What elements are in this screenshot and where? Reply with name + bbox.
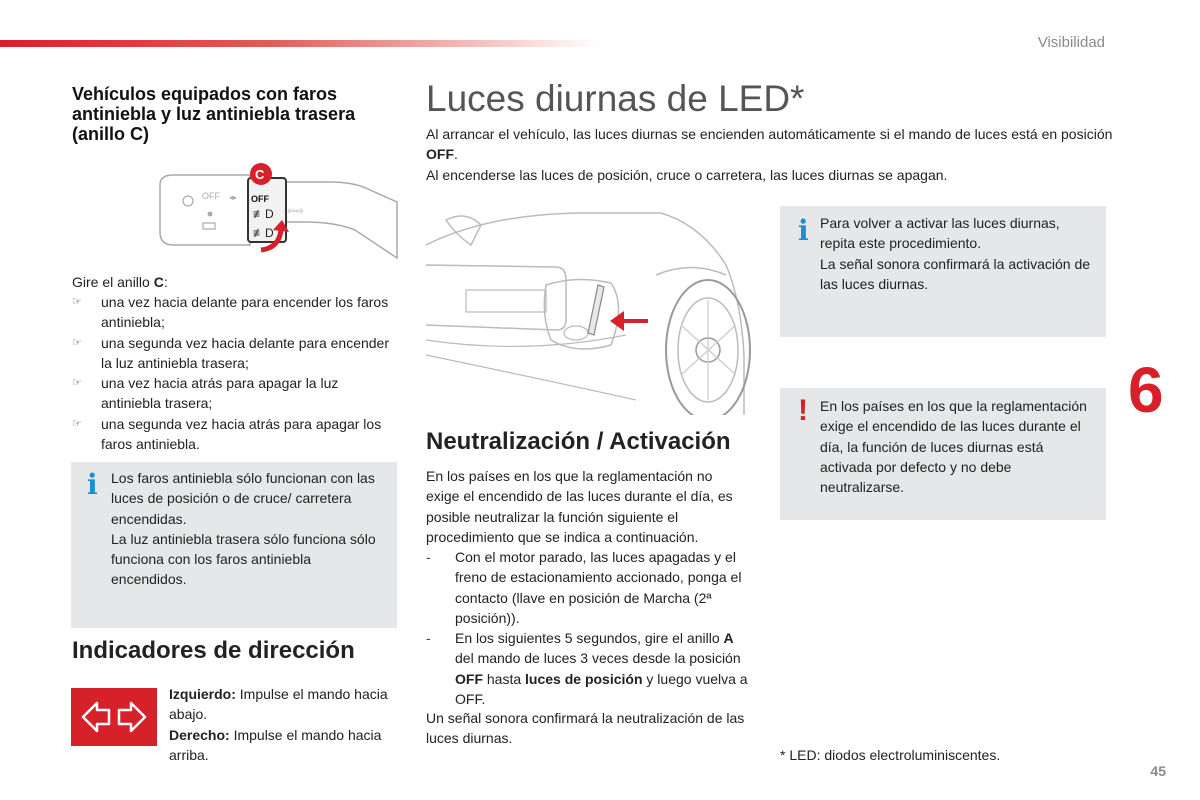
svg-text:≢D: ≢D	[253, 207, 274, 221]
list-item: ☞ una vez hacia atrás para apagar la luz antiniebla trasera;	[72, 375, 339, 412]
fog-intro: Gire el anillo C:	[72, 274, 168, 290]
reactivate-line1: Para volver a activar las luces diurnas, repita este procedimiento.	[820, 215, 1060, 252]
warning-text: En los países en los que la reglamentación exige el encendido de las luces durante el día, la función de luces diurnas está activada por defecto y no debe neutralizarse.	[820, 398, 1087, 496]
reactivate-info-box	[780, 206, 1106, 337]
info-icon: i	[87, 468, 98, 501]
section-title: Visibilidad	[1037, 34, 1105, 51]
fog-info-box	[71, 462, 397, 628]
svg-text:◂▸: ◂▸	[229, 193, 238, 202]
neutral-steps-list	[426, 547, 748, 709]
page-number: 45	[1150, 763, 1166, 779]
top-accent-bar	[0, 40, 600, 47]
chapter-number: 6	[1128, 354, 1164, 426]
stalk-off-label: OFF	[251, 194, 269, 204]
turn-signals-title: Indicadores de dirección	[72, 637, 355, 664]
neutral-outro: Un señal sonora confirmará la neutralización de las luces diurnas.	[426, 710, 745, 747]
warning-icon: !	[798, 394, 808, 427]
car-front-illustration	[426, 205, 754, 415]
list-item: ☞ una segunda vez hacia delante para encender la luz antiniebla trasera;	[72, 334, 389, 371]
stalk-off-faded: OFF	[202, 191, 220, 201]
fog-info-line2: La luz antiniebla trasera sólo funciona sólo funciona con los faros antiniebla encendidos.	[111, 530, 376, 588]
hand-pointer-icon: ☞	[72, 417, 82, 430]
neutral-title: Neutralización / Activación	[426, 428, 731, 455]
turn-signal-icon	[71, 688, 157, 746]
hand-pointer-icon: ☞	[72, 296, 82, 308]
light-stalk-illustration	[155, 160, 400, 260]
svg-text:≢D: ≢D	[253, 226, 274, 240]
turn-signals-text: Izquierdo: Impulse el mando hacia abajo. Derecho: Impulse el mando hacia arriba.	[169, 686, 388, 763]
drl-title: Luces diurnas de LED*	[426, 78, 805, 119]
list-item: ☞ una vez hacia delante para encender los faros antiniebla;	[72, 294, 389, 331]
list-item: - Con el motor parado, las luces apagadas y el freno de estacionamiento accionado, ponga el contacto (llave en posición de Marcha (2ª posición)).	[426, 549, 742, 626]
drl-intro: Al arrancar el vehículo, las luces diurnas se encienden automáticamente si el mando de luces está en posición OFF. Al encenderse las luces de posición, cruce o carretera, las luces diurnas se apagan.	[426, 126, 1113, 183]
warning-box	[780, 388, 1106, 520]
reactivate-line2: La señal sonora confirmará la activación de las luces diurnas.	[820, 255, 1091, 292]
hand-pointer-icon: ☞	[72, 377, 82, 390]
list-item: - En los siguientes 5 segundos, gire el anillo A del mando de luces 3 veces desde la posición OFF hasta luces de posición y luego vuelva a OFF.	[426, 630, 748, 708]
fog-info-line1: Los faros antiniebla sólo funcionan con las luces de posición o de cruce/ carretera encendidas.	[111, 470, 375, 527]
list-item: ☞ una segunda vez hacia atrás para apagar los faros antiniebla.	[72, 415, 382, 453]
hand-pointer-icon: ☞	[72, 336, 82, 349]
neutral-intro: En los países en los que la reglamentación no exige el encendido de las luces durante el día, es posible neutralizar la función siguiente el procedimiento que se indica a continuación.	[426, 468, 733, 545]
fog-steps-list	[72, 292, 392, 454]
info-icon: i	[798, 214, 809, 247]
led-footnote: * LED: diodos electroluminiscentes.	[780, 747, 1001, 763]
fog-lights-title: Vehículos equipados con faros antiniebla y luz antiniebla trasera (anillo C)	[72, 84, 356, 144]
ring-c-letter: C	[255, 167, 265, 182]
svg-text:⇦⇨: ⇦⇨	[287, 206, 304, 217]
